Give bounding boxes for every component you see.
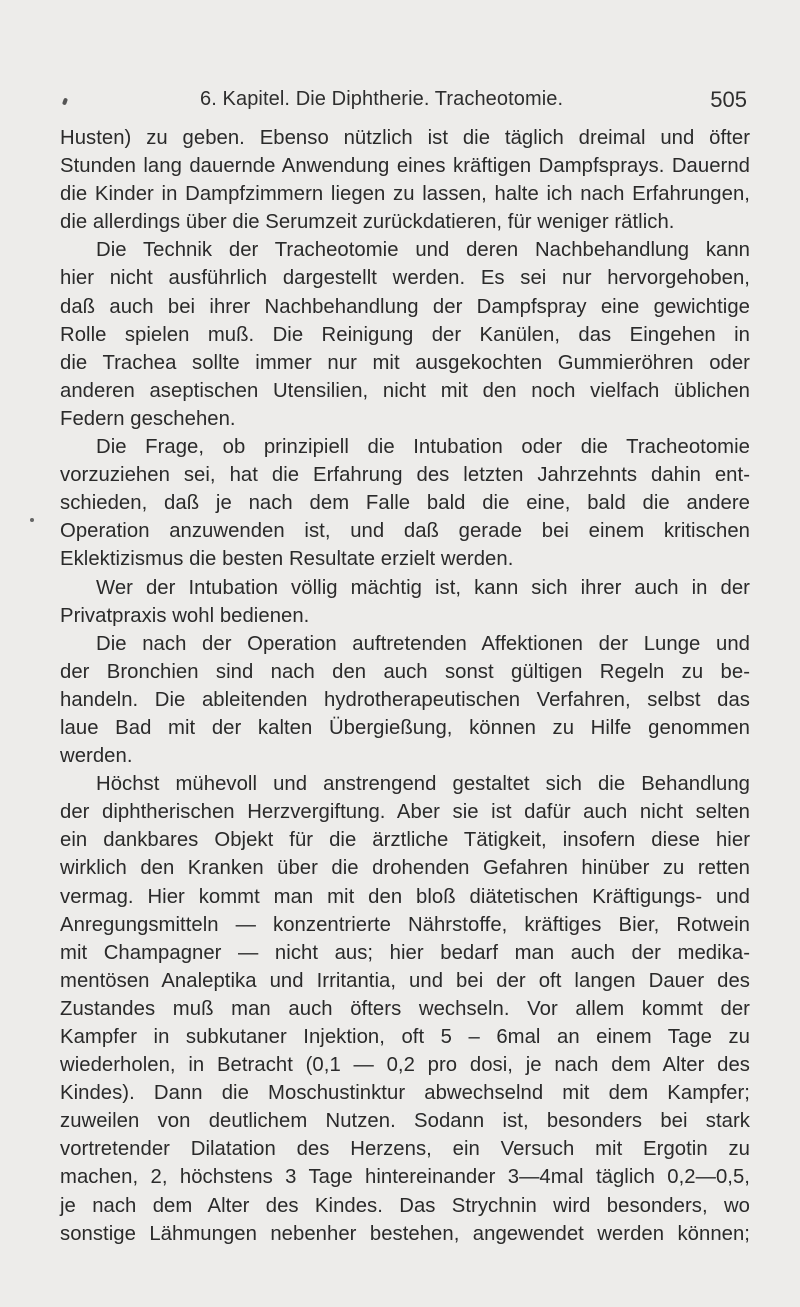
text-line: laue Bad mit der kalten Übergießung, können zu Hilfe genommen xyxy=(60,716,750,739)
text-line: daß auch bei ihrer Nachbehandlung der Dampfspray eine gewichtige xyxy=(60,295,750,318)
text-line: der Bronchien sind nach den auch sonst gültigen Regeln zu be- xyxy=(60,660,750,683)
text-line: Die nach der Operation auftretenden Affektionen der Lunge und xyxy=(96,632,750,655)
text-line: wirklich den Kranken über die drohenden Gefahren hinüber zu retten xyxy=(60,857,750,880)
text-line: Kampfer in subkutaner Injektion, oft 5 – 6mal an einem Tage zu xyxy=(60,1026,750,1048)
text-line: Husten) zu geben. Ebenso nützlich ist die täglich dreimal und öfter xyxy=(60,127,750,149)
text-line: Wer der Intubation völlig mächtig ist, kann sich ihrer auch in der xyxy=(96,576,750,599)
print-speck xyxy=(30,518,34,522)
text-line: wiederholen, in Betracht (0,1 — 0,2 pro dosi, je nach dem Alter des xyxy=(60,1054,750,1077)
text-line: vermag. Hier kommt man mit den bloß diätetischen Kräftigungs- und xyxy=(60,885,750,908)
text-line: Zustandes muß man auch öfters wechseln. Vor allem kommt der xyxy=(60,997,750,1020)
text-line: vorzuziehen sei, hat die Erfahrung des letzten Jahrzehnts dahin ent- xyxy=(60,464,750,487)
text-line: je nach dem Alter des Kindes. Das Strychnin wird besonders, wo xyxy=(60,1194,750,1217)
text-line: Privatpraxis wohl bedienen. xyxy=(60,604,310,627)
text-line: anderen aseptischen Utensilien, nicht mit den noch vielfach üblichen xyxy=(60,379,750,402)
text-line: Eklektizismus die besten Resultate erzielt werden. xyxy=(60,548,514,571)
text-line: Die Technik der Tracheotomie und deren Nachbehandlung kann xyxy=(96,239,750,262)
text-line: die Kinder in Dampfzimmern liegen zu lassen, halte ich nach Erfahrungen, xyxy=(60,183,750,206)
text-line: Stunden lang dauernde Anwendung eines kräftigen Dampfsprays. Dauernd xyxy=(60,155,750,178)
text-line: die Trachea sollte immer nur mit ausgekochten Gummieröhren oder xyxy=(60,351,750,374)
text-line: schieden, daß je nach dem Falle bald die eine, bald die andere xyxy=(60,492,750,515)
text-line: die allerdings über die Serumzeit zurückdatieren, für weniger rätlich. xyxy=(60,211,675,234)
text-line: hier nicht ausführlich dargestellt werden. Es sei nur hervorgehoben, xyxy=(60,267,750,290)
text-line: ein dankbares Objekt für die ärztliche Tätigkeit, insofern diese hier xyxy=(60,829,750,852)
text-line: handeln. Die ableitenden hydrotherapeutischen Verfahren, selbst das xyxy=(60,688,750,711)
body-text xyxy=(60,124,750,1248)
text-line: vortretender Dilatation des Herzens, ein Versuch mit Ergotin zu xyxy=(60,1138,750,1161)
page-number: 505 xyxy=(710,87,747,112)
text-line: machen, 2, höchstens 3 Tage hintereinander 3—4mal täglich 0,2—0,5, xyxy=(60,1166,750,1189)
text-line: mentösen Analeptika und Irritantia, und bei der oft langen Dauer des xyxy=(60,969,750,992)
text-line: werden. xyxy=(60,745,133,768)
text-line: Rolle spielen muß. Die Reinigung der Kanülen, das Eingehen in xyxy=(60,323,750,346)
text-line: Die Frage, ob prinzipiell die Intubation oder die Tracheotomie xyxy=(96,436,750,459)
text-line: der diphtherischen Herzvergiftung. Aber sie ist dafür auch nicht selten xyxy=(60,801,750,824)
text-line: Operation anzuwenden ist, und daß gerade bei einem kritischen xyxy=(60,520,750,543)
text-line: Kindes). Dann die Moschustinktur abwechselnd mit dem Kampfer; xyxy=(60,1082,750,1105)
text-line: mit Champagner — nicht aus; hier bedarf man auch der medika- xyxy=(60,941,750,964)
running-header xyxy=(60,88,750,118)
chapter-title: 6. Kapitel. Die Diphtherie. Tracheotomie. xyxy=(200,88,564,110)
text-line: sonstige Lähmungen nebenher bestehen, angewendet werden können; xyxy=(60,1222,750,1245)
text-line: zuweilen von deutlichem Nutzen. Sodann ist, besonders bei stark xyxy=(60,1110,750,1133)
text-line: Federn geschehen. xyxy=(60,407,236,430)
text-line: Anregungsmitteln — konzentrierte Nährstoffe, kräftiges Bier, Rotwein xyxy=(60,913,750,936)
text-line: Höchst mühevoll und anstrengend gestaltet sich die Behandlung xyxy=(96,773,750,796)
